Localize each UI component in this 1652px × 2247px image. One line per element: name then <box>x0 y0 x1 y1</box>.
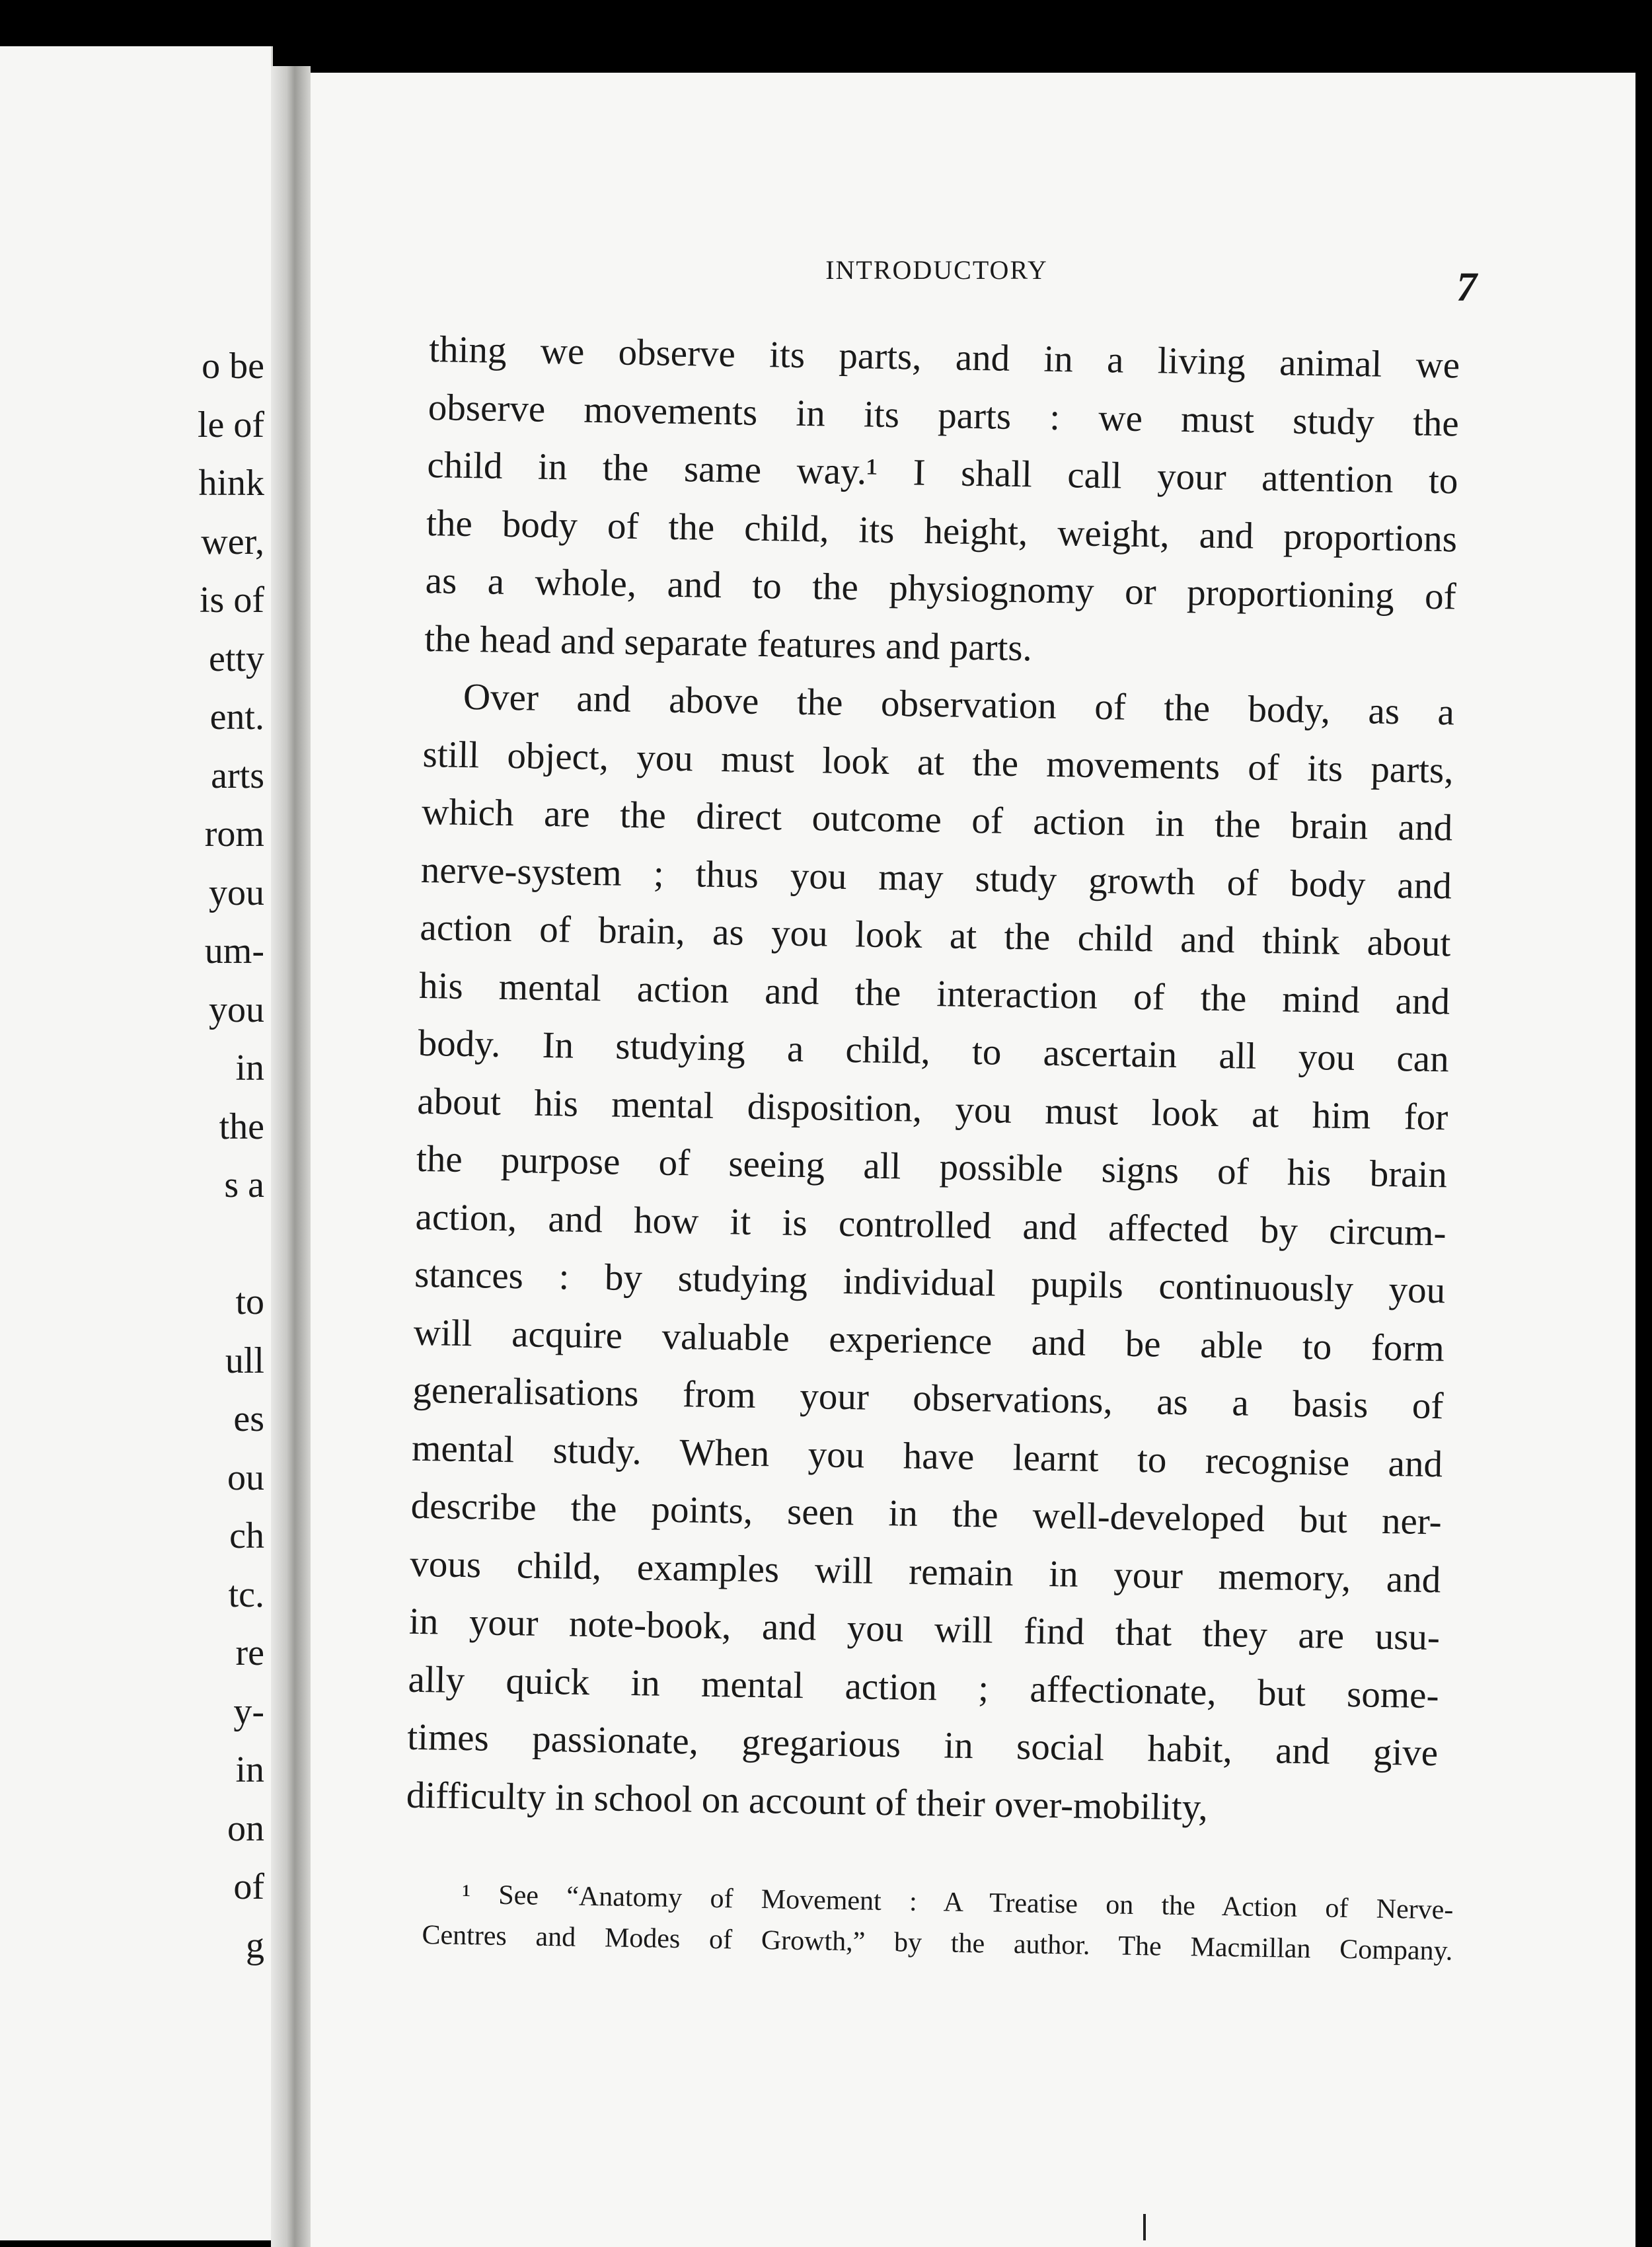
text-line: the head and separate features and parts. <box>424 617 1033 669</box>
text-line: difficulty in school on account of their over-mobility, <box>406 1774 1209 1829</box>
footnote-line: ¹ See “Anatomy of Movement : A Treatise on the Action of Nerve- <box>462 1879 1454 1926</box>
left-page-line: y- <box>233 1691 264 1732</box>
left-page-line: rom <box>204 814 264 855</box>
left-page-line: ull <box>225 1340 264 1381</box>
text-line: thing we observe its parts, and in a living animal we <box>428 328 1460 387</box>
left-page-line: the <box>219 1106 264 1147</box>
left-page-line: o be <box>202 346 264 387</box>
text-line: body. In studying a child, to ascertain all you can <box>418 1022 1450 1081</box>
text-line: generalisations from your observations, as a basis of <box>412 1369 1444 1428</box>
left-page-line: ch <box>229 1515 264 1556</box>
text-line: ally quick in mental action ; affectionate, but some- <box>408 1658 1440 1716</box>
left-page-line: s a <box>224 1164 264 1205</box>
left-page-line: es <box>233 1398 264 1439</box>
paragraph-1 <box>424 321 1460 683</box>
left-page-line: etty <box>209 638 264 679</box>
footnote <box>422 1874 1454 1971</box>
right-page <box>311 73 1635 2247</box>
left-page-line: in <box>235 1047 264 1088</box>
left-page-line: is of <box>200 580 264 621</box>
left-page-line: of <box>233 1866 264 1907</box>
text-line: his mental action and the interaction of the mind and <box>418 964 1450 1022</box>
left-page-line: to <box>235 1281 264 1322</box>
left-page-line <box>198 1215 264 1274</box>
scan-mark <box>1143 2214 1146 2240</box>
left-page-line: hink <box>198 463 264 504</box>
text-line: Over and above the observation of the body, as a <box>463 675 1455 734</box>
book-gutter <box>271 66 311 2247</box>
text-line: the body of the child, its height, weight, and proportions <box>426 502 1458 560</box>
left-page-line: ou <box>227 1457 264 1498</box>
left-page-line: um- <box>204 931 264 971</box>
text-line: mental study. When you have learnt to recognise and <box>411 1427 1443 1485</box>
left-page <box>0 46 273 2240</box>
text-line: stances : by studying individual pupils continuously you <box>414 1253 1446 1312</box>
left-page-line: ent. <box>209 697 264 738</box>
text-line: in your note-book, and you will find that they are usu- <box>408 1600 1441 1659</box>
left-page-line: in <box>235 1749 264 1790</box>
footnote-line: Centres and Modes of Growth,” by the author. The Macmillan Company. <box>422 1919 1453 1967</box>
left-page-line: re <box>235 1632 264 1673</box>
text-line: observe movements in its parts : we must study the <box>428 386 1460 444</box>
body-text <box>406 321 1460 1840</box>
text-line: still object, you must look at the movements of its parts, <box>422 733 1454 791</box>
left-page-line: g <box>246 1924 264 1966</box>
text-line: the purpose of seeing all possible signs of his brain <box>416 1137 1448 1196</box>
text-line: about his mental disposition, you must look at him for <box>416 1080 1448 1138</box>
page-number: 7 <box>1456 265 1477 310</box>
text-line: times passionate, gregarious in social habit, and give <box>406 1716 1439 1774</box>
text-line: as a whole, and to the physiognomy or proportioning of <box>425 559 1457 618</box>
text-line: action, and how it is controlled and affected by circum- <box>415 1196 1447 1254</box>
left-page-line: you <box>209 872 264 913</box>
text-line: vous child, examples will remain in your memory, and <box>409 1542 1441 1601</box>
left-page-line: tc. <box>228 1574 264 1615</box>
text-line: nerve-system ; thus you may study growth of body and <box>420 849 1452 907</box>
paragraph-2 <box>406 667 1454 1840</box>
text-line: action of brain, as you look at the child and think about <box>420 906 1451 965</box>
left-page-line: you <box>209 989 264 1030</box>
text-line: describe the points, seen in the well-developed but ner- <box>410 1484 1443 1543</box>
left-page-line: on <box>227 1808 264 1849</box>
text-line: child in the same way.¹ I shall call your attention to <box>427 443 1458 502</box>
left-page-line: arts <box>211 755 264 796</box>
text-line: will acquire valuable experience and be able to form <box>413 1311 1445 1369</box>
left-page-text <box>198 337 264 1975</box>
text-line: which are the direct outcome of action in the brain and <box>421 790 1453 849</box>
left-page-line: wer, <box>201 521 264 562</box>
running-head-text: INTRODUCTORY <box>825 255 1048 285</box>
running-head <box>311 254 1635 286</box>
left-page-line: le of <box>197 404 264 445</box>
